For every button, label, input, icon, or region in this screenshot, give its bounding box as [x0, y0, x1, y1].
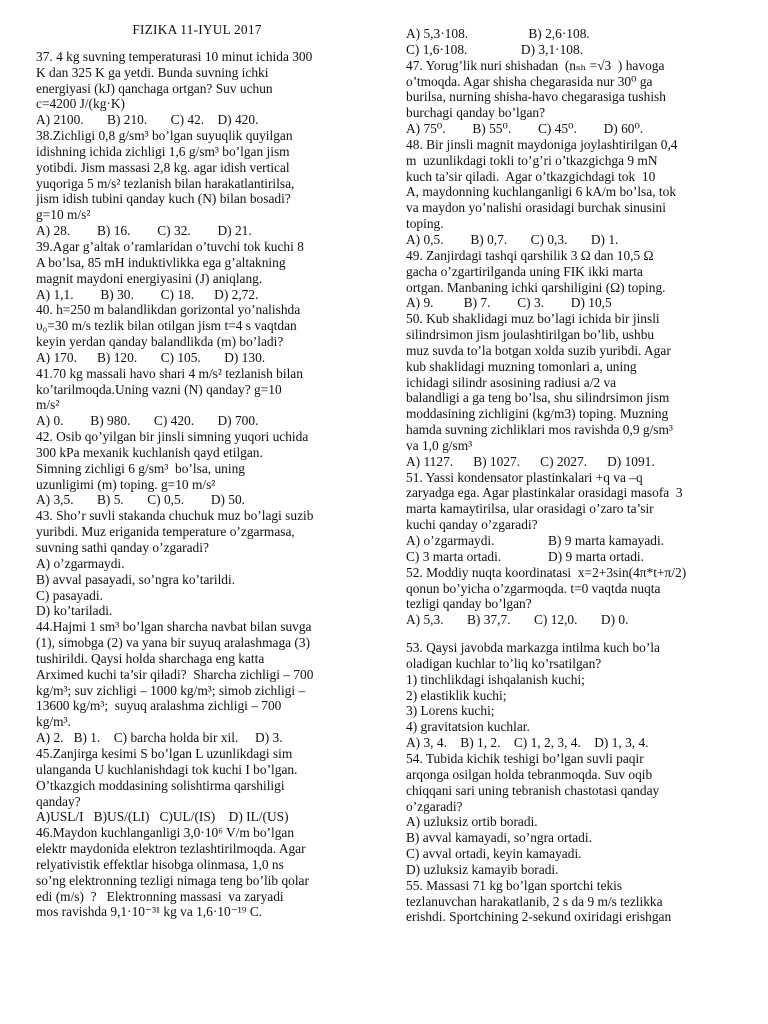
left-column-text-line: A)USL/I B)US/(LI) C)UL/(IS) D) IL/(US): [36, 809, 289, 825]
right-column-text-line: balandligi a ga teng bo’lsa, shu silindrsimon jism: [406, 390, 670, 406]
right-column-text-line: tezligi qanday bo’lgan?: [406, 596, 532, 612]
left-column-text-line: 37. 4 kg suvning temperaturasi 10 minut ichida 300: [36, 48, 313, 64]
right-column-text-line: silindrsimon jism joulashtirilgan bo’lib, ushbu: [406, 327, 655, 343]
left-column-text-line: A) 2. B) 1. C) barcha holda bir xil. D) 3.: [36, 730, 283, 746]
right-column-text-line: D) uzluksiz kamayib boradi.: [406, 861, 559, 877]
right-column-text-line: kuchi qanday o’zgaradi?: [406, 517, 538, 533]
right-column-text-line: toping.: [406, 216, 444, 232]
right-column-text-line: 50. Kub shaklidagi muz bo’lagi ichida bir jinsli: [406, 311, 660, 327]
left-column: [36, 22, 358, 920]
left-column-text-line: 44.Hajmi 1 sm³ bo’lgan sharcha navbat bilan suvga: [36, 619, 312, 635]
page-title: FIZIKA 11-IYUL 2017: [132, 22, 262, 37]
right-column-text-line: A) 0,5. B) 0,7. C) 0,3. D) 1.: [406, 231, 619, 247]
right-column-text-line: [406, 628, 728, 640]
left-column-text-line: A) 2100. B) 210. C) 42. D) 420.: [36, 112, 259, 128]
right-column-text-line: 53. Qaysi javobda markazga intilma kuch bo’la: [406, 640, 660, 656]
right-column-text-line: A) o’zgarmaydi. B) 9 marta kamayadi.: [406, 533, 665, 548]
left-lines: [36, 49, 358, 920]
left-column-text-line: m/s²: [36, 397, 60, 413]
right-column-text-line: marta kamaytirilsa, ular orasidagi o’zaro ta’sir: [406, 501, 654, 517]
right-column-text-line: m uzunlikdagi tokli to’g’ri o’tkazgichga 9 mN: [406, 152, 658, 168]
right-column-text-line: A) 3, 4. B) 1, 2. C) 1, 2, 3, 4. D) 1, 3, 4.: [406, 735, 649, 751]
right-column-text-line: 2) elastiklik kuchi;: [406, 687, 507, 703]
right-column-text-line: ichidagi silindr asosining radiusi a/2 va: [406, 374, 617, 390]
left-column-text-line: uzunligimi (m) toping. g=10 m/s²: [36, 476, 216, 492]
right-column-text-line: burilsa, nurning shisha-havo chegarasiga tushish: [406, 89, 666, 105]
right-column: [406, 26, 728, 925]
right-lines: [406, 26, 728, 925]
right-column-text-line: gacha o’zgartirilganda uning FIK ikki marta: [406, 263, 643, 279]
right-column-text-line: A) 5,3·108. B) 2,6·108.: [406, 26, 590, 41]
left-column-text-line: 46.Maydon kuchlanganligi 3,0·10⁶ V/m bo’lgan: [36, 825, 295, 841]
left-column-text-line: magnit maydoni energiyasini (J) aniqlang.: [36, 270, 263, 286]
left-column-text-line: A) o’zgarmaydi.: [36, 555, 125, 571]
right-column-text-line: 3) Lorens kuchi;: [406, 703, 495, 719]
left-column-text-line: yuqoriga 5 m/s² tezlanish bilan harakatlantirilsa,: [36, 175, 295, 191]
left-column-text-line: A bo’lsa, 85 mH induktivlikka ega g’altakning: [36, 254, 286, 270]
right-column-text-line: 48. Bir jinsli magnit maydoniga joylashtirilgan 0,4: [406, 136, 678, 152]
right-column-text-line: va 1,0 g/sm³: [406, 437, 473, 453]
left-column-text-line: O’tkazgich moddasining solishtirma qarshiligi: [36, 777, 285, 793]
right-column-text-line: moddasining zichligini (kg/m3) toping. Muzning: [406, 406, 669, 422]
left-column-text-line: Simning zichligi 6 g/sm³ bo’lsa, uning: [36, 460, 245, 476]
right-column-text-line: zaryadga ega. Agar plastinkalar orasidagi masofa 3: [406, 485, 683, 501]
left-column-text-line: A) 3,5. B) 5. C) 0,5. D) 50.: [36, 492, 246, 508]
left-column-text-line: Arximed kuchi ta’sir qiladi? Sharcha zichligi – 700: [36, 666, 314, 682]
left-column-text-line: 300 kPa mexanik kuchlanish qayd etilgan.: [36, 444, 263, 460]
left-column-text-line: (1), simobga (2) va yana bir suyuq aralashmaga (3): [36, 635, 311, 651]
left-column-text-line: edi (m/s) ? Elektronning massasi va zaryadi: [36, 888, 284, 904]
right-column-text-line: kub shaklidagi muzning tomonlari a, uning: [406, 358, 637, 374]
left-column-text-line: kg/m³; suv zichligi – 1000 kg/m³; simob zichligi –: [36, 682, 306, 698]
right-column-text-line: o’tmoqda. Agar shisha chegarasida nur 30⁰ ga: [406, 73, 653, 89]
right-column-text-line: C) 3 marta ortadi. D) 9 marta ortadi.: [406, 548, 644, 564]
left-column-text-line: B) avval pasayadi, so’ngra ko’tarildi.: [36, 571, 236, 587]
left-column-text-line: 43. Sho’r suvli stakanda chuchuk muz bo’lagi suzib: [36, 508, 314, 524]
right-column-text-line: 55. Massasi 71 kg bo’lgan sportchi tekis: [406, 877, 623, 893]
left-column-text-line: 38.Zichligi 0,8 g/sm³ bo’lgan suyuqlik quyilgan: [36, 128, 293, 144]
left-column-text-line: jism idish tubini qanday kuch (N) bilan bosadi?: [36, 191, 291, 207]
right-column-text-line: B) avval kamayadi, so’ngra ortadi.: [406, 830, 592, 846]
left-column-text-line: elektr maydonida elektron tezlashtirilmoqda. Agar: [36, 841, 306, 857]
left-column-text-line: so’ng elektronning tezligi nimaga teng bo’lib qolar: [36, 872, 309, 888]
right-column-text-line: oladigan kuchlar to’liq ko’rsatilgan?: [406, 655, 602, 671]
left-column-text-line: suvning sathi qanday o’zgaradi?: [36, 540, 209, 555]
left-column-text-line: A) 0. B) 980. C) 420. D) 700.: [36, 413, 259, 429]
left-column-text-line: qanday?: [36, 793, 81, 809]
left-column-text-line: D) ko’tariladi.: [36, 603, 113, 619]
right-column-text-line: ortgan. Manbaning ichki qarshiligini (Ω) toping.: [406, 279, 666, 295]
right-column-text-line: va maydon yo’nalishi orasidagi burchak sinusini: [406, 200, 666, 216]
right-column-text-line: A) 9. B) 7. C) 3. D) 10,5: [406, 295, 612, 311]
right-column-text-line: A) 75⁰. B) 55⁰. C) 45⁰. D) 60⁰.: [406, 121, 644, 137]
right-column-text-line: tezlanuvchan harakatlanib, 2 s da 9 m/s tezlikka: [406, 893, 663, 909]
right-column-text-line: 52. Moddiy nuqta koordinatasi x=2+3sin(4π*t+π/2): [406, 564, 687, 580]
right-column-text-line: burchagi qanday bo’lgan?: [406, 105, 546, 121]
left-column-text-line: idishning ichida zichligi 1,6 g/sm³ bo’lgan jism: [36, 143, 290, 159]
left-column-text-line: ko’tarilmoqda.Uning vazni (N) qanday? g=10: [36, 381, 282, 397]
left-column-text-line: 40. h=250 m balandlikdan gorizontal yo’nalishda: [36, 302, 301, 318]
right-column-text-line: C) avval ortadi, keyin kamayadi.: [406, 846, 582, 862]
left-column-text-line: A) 1,1. B) 30. C) 18. D) 2,72.: [36, 286, 259, 302]
right-column-text-line: C) 1,6·108. D) 3,1·108.: [406, 41, 584, 57]
right-column-text-line: muz suvda to’la botgan xolda suzib yuribdi. Agar: [406, 342, 671, 358]
left-column-text-line: energiyasi (kJ) qanchaga ortgan? Suv uchun: [36, 80, 273, 96]
left-column-text-line: g=10 m/s²: [36, 207, 91, 223]
right-column-text-line: qonun bo’yicha o’zgarmoqda. t=0 vaqtda nuqta: [406, 580, 661, 596]
right-column-text-line: 54. Tubida kichik teshigi bo’lgan suvli paqir: [406, 750, 644, 766]
right-column-text-line: erishdi. Sportchining 2-sekund oxiridagi erishgan: [406, 909, 672, 925]
right-column-text-line: hamda suvning zichliklari mos ravishda 0,9 g/sm³: [406, 422, 673, 438]
left-column-text-line: A) 28. B) 16. C) 32. D) 21.: [36, 223, 252, 239]
right-column-text-line: A, maydonning kuchlanganligi 6 kA/m bo’lsa, tok: [406, 184, 677, 200]
right-column-text-line: arqonga osilgan holda tebranmoqda. Suv oqib: [406, 766, 653, 782]
right-column-text-line: 49. Zanjirdagi tashqi qarshilik 3 Ω dan 10,5 Ω: [406, 247, 654, 263]
right-column-text-line: o’zgaradi?: [406, 798, 463, 814]
left-column-text-line: υ₀=30 m/s tezlik bilan otilgan jism t=4 s vaqtdan: [36, 318, 297, 334]
right-column-text-line: 47. Yorug’lik nuri shishadan (nₛₕ =√3 ) havoga: [406, 57, 665, 73]
left-column-text-line: A) 170. B) 120. C) 105. D) 130.: [36, 349, 266, 365]
left-column-text-line: 39.Agar g’altak o’ramlaridan o’tuvchi tok kuchi 8: [36, 238, 304, 254]
right-column-text-line: chiqqani sari uning tebranish chastotasi qanday: [406, 782, 660, 798]
left-column-text-line: ulanganda U kuchlanishdagi tok kuchi I bo’lgan.: [36, 761, 298, 777]
left-column-text-line: C) pasayadi.: [36, 587, 103, 603]
right-column-text-line: A) 5,3. B) 37,7. C) 12,0. D) 0.: [406, 612, 629, 628]
right-column-text-line: A) uzluksiz ortib boradi.: [406, 814, 538, 830]
left-column-text-line: mos ravishda 9,1·10⁻³¹ kg va 1,6·10⁻¹⁹ C.: [36, 904, 263, 920]
left-column-text-line: yotibdi. Jism massasi 2,8 kg. agar idish vertical: [36, 159, 290, 175]
left-column-text-line: c=4200 J/(kg·K): [36, 96, 125, 112]
right-column-text-line: kuch ta’sir qiladi. Agar o’tkazgichdagi tok 10: [406, 168, 656, 184]
left-column-text-line: keyin yerdan qanday balandlikda (m) bo’ladi?: [36, 334, 284, 350]
left-column-text-line: 13600 kg/m³; suyuq aralashma zichligi – 700: [36, 698, 282, 714]
left-column-text-line: yuribdi. Muz eriganida temperature o’zgarmasa,: [36, 524, 295, 540]
left-column-text-line: 45.Zanjirga kesimi S bo’lgan L uzunlikdagi sim: [36, 745, 293, 761]
right-column-text-line: 1) tinchlikdagi ishqalanish kuchi;: [406, 671, 585, 687]
left-column-text-line: tushirildi. Qaysi holda sharchaga eng katta: [36, 650, 265, 666]
left-column-text-line: 42. Osib qo’yilgan bir jinsli simning yuqori uchida: [36, 429, 309, 445]
right-column-text-line: 51. Yassi kondensator plastinkalari +q va –q: [406, 469, 643, 485]
left-column-text-line: K dan 325 K ga yetdi. Bunda suvning ichki: [36, 64, 269, 80]
right-column-text-line: A) 1127. B) 1027. C) 2027. D) 1091.: [406, 453, 655, 469]
left-column-text-line: relyativistik effektlar hisobga olinmasa, 1,0 ns: [36, 856, 284, 872]
right-column-text-line: 4) gravitatsion kuchlar.: [406, 719, 530, 735]
left-column-text-line: 41.70 kg massali havo shari 4 m/s² tezlanish bilan: [36, 365, 303, 381]
left-column-text-line: kg/m³.: [36, 714, 71, 730]
